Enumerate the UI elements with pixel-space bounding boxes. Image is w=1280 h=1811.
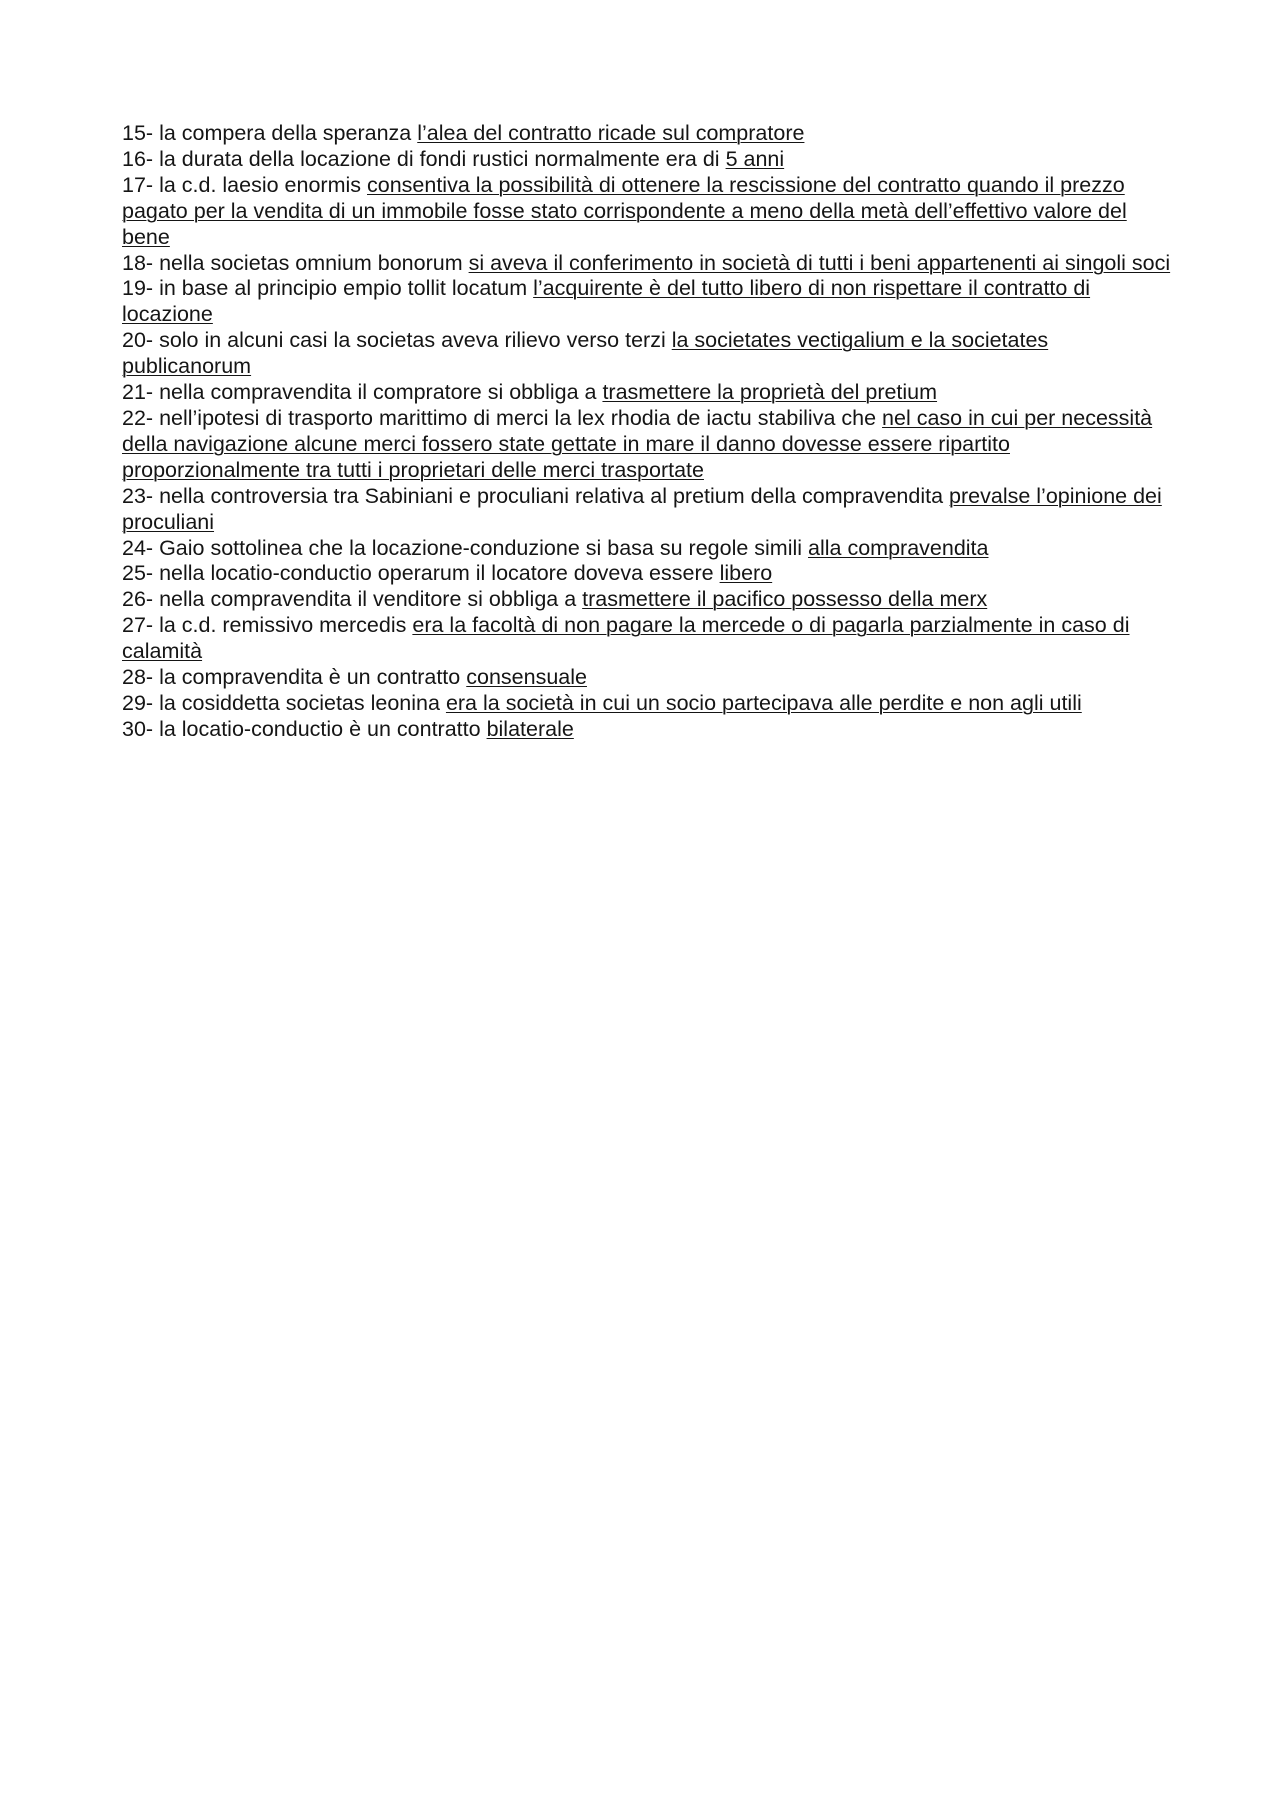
list-item-15 (122, 121, 1172, 147)
list-item-20 (122, 328, 1172, 380)
item-number: 20- (122, 328, 154, 353)
list-item-18 (122, 251, 1172, 277)
item-number: 18- (122, 250, 154, 275)
item-question: in base al principio empio tollit locatum (159, 276, 528, 301)
item-answer: nel caso in cui per necessità della navigazione alcune merci fossero state gettate in mare il danno dovesse essere ripartito proporzionalmente tra tutti i proprietari delle merci trasportate (122, 405, 1153, 482)
item-answer: bilaterale (486, 716, 574, 741)
list-item-29 (122, 691, 1172, 717)
item-number: 26- (122, 587, 154, 612)
item-number: 17- (122, 172, 154, 197)
item-number: 30- (122, 716, 154, 741)
item-number: 21- (122, 380, 154, 405)
list-item-17 (122, 173, 1172, 251)
list-item-25 (122, 561, 1172, 587)
item-question: la compera della speranza (159, 121, 412, 145)
item-question: la locatio-conductio è un contratto (159, 716, 481, 741)
item-answer: consentiva la possibilità di ottenere la rescissione del contratto quando il prezzo pagato per la vendita di un immobile fosse stato corrispondente a meno della metà dell’effettivo valore del bene (122, 172, 1127, 249)
item-number: 23- (122, 483, 154, 508)
item-answer: trasmettere la proprietà del pretium (602, 380, 938, 405)
item-question: nella compravendita il compratore si obbliga a (159, 380, 597, 405)
item-answer: si aveva il conferimento in società di tutti i beni appartenenti ai singoli soci (468, 250, 1171, 275)
item-answer: 5 anni (725, 146, 785, 171)
item-number: 15- (122, 121, 154, 145)
item-question: solo in alcuni casi la societas aveva rilievo verso terzi (159, 328, 666, 353)
list-item-22 (122, 406, 1172, 484)
item-number: 28- (122, 665, 154, 690)
list-item-24 (122, 536, 1172, 562)
list-item-28 (122, 665, 1172, 691)
list-item-23 (122, 484, 1172, 536)
item-answer: era la società in cui un socio partecipava alle perdite e non agli utili (445, 690, 1082, 715)
item-question: nella controversia tra Sabiniani e proculiani relativa al pretium della compravendita (159, 483, 944, 508)
item-number: 27- (122, 613, 154, 638)
list-item-30 (122, 717, 1172, 743)
item-question: la c.d. remissivo mercedis (159, 613, 407, 638)
list-item-26 (122, 587, 1172, 613)
item-question: la cosiddetta societas leonina (159, 690, 440, 715)
list-item-27 (122, 613, 1172, 665)
item-answer: libero (719, 561, 773, 586)
item-question: nella compravendita il venditore si obbliga a (159, 587, 577, 612)
item-number: 19- (122, 276, 154, 301)
item-answer: consensuale (466, 665, 587, 690)
item-answer: trasmettere il pacifico possesso della merx (582, 587, 988, 612)
item-answer: l’acquirente è del tutto libero di non rispettare il contratto di locazione (122, 276, 1091, 327)
list-item-21 (122, 380, 1172, 406)
list-item-16 (122, 147, 1172, 173)
item-question: Gaio sottolinea che la locazione-conduzione si basa su regole simili (159, 535, 803, 560)
item-answer: prevalse l’opinione dei proculiani (122, 483, 1162, 534)
item-question: la durata della locazione di fondi rustici normalmente era di (159, 146, 720, 171)
item-question: la c.d. laesio enormis (159, 172, 362, 197)
item-answer: l’alea del contratto ricade sul compratore (417, 121, 805, 145)
list-item-19 (122, 276, 1172, 328)
item-answer: la societates vectigalium e la societates publicanorum (122, 328, 1049, 379)
item-number: 25- (122, 561, 154, 586)
item-number: 22- (122, 405, 154, 430)
item-question: nell’ipotesi di trasporto marittimo di merci la lex rhodia de iactu stabiliva che (159, 405, 877, 430)
item-number: 24- (122, 535, 154, 560)
question-list (122, 121, 1172, 743)
item-number: 16- (122, 146, 154, 171)
item-question: la compravendita è un contratto (159, 665, 461, 690)
item-question: nella societas omnium bonorum (159, 250, 463, 275)
item-question: nella locatio-conductio operarum il locatore doveva essere (159, 561, 714, 586)
item-number: 29- (122, 690, 154, 715)
item-answer: era la facoltà di non pagare la mercede o di pagarla parzialmente in caso di calamità (122, 613, 1130, 664)
item-answer: alla compravendita (808, 535, 989, 560)
